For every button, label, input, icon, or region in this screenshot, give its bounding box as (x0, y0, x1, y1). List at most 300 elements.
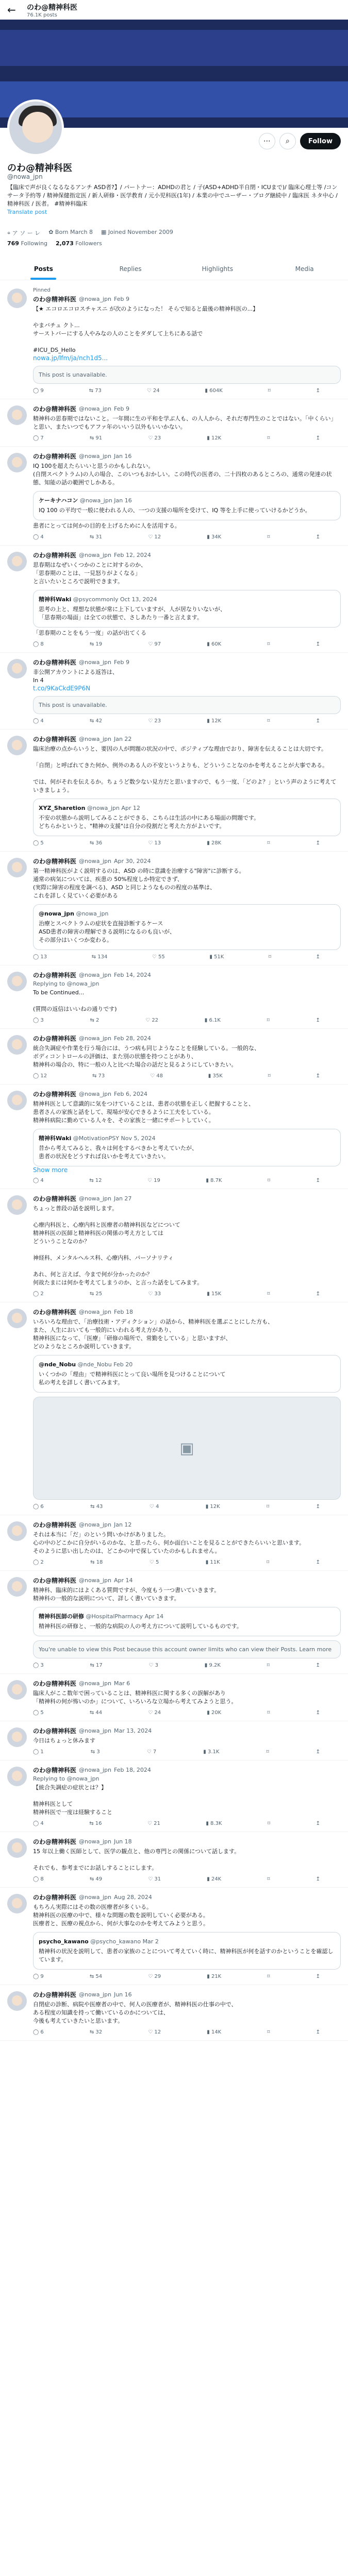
views-icon[interactable]: ▮ 51K (209, 954, 224, 960)
views-icon[interactable]: ▮ 20K (207, 1710, 222, 1716)
action-count: 29 (154, 1974, 161, 1979)
post-date[interactable]: Mar 13, 2024 (113, 1727, 152, 1734)
post-date[interactable]: Feb 18, 2024 (113, 1767, 151, 1773)
quote-header (39, 1134, 335, 1143)
like-icon[interactable]: ♡ 3 (148, 1663, 159, 1668)
repost-icon[interactable]: ⇆ 19 (89, 641, 103, 647)
author-handle[interactable]: @nowa_jpn (79, 1838, 111, 1845)
action-count: 73 (98, 1073, 105, 1079)
reply-icon[interactable]: ◯ 4 (33, 1821, 44, 1826)
share-icon[interactable]: ↥ (316, 534, 320, 540)
author-handle[interactable]: @nowa_jpn (79, 296, 111, 302)
post[interactable] (0, 1760, 348, 1832)
like-icon[interactable]: ♡ 31 (148, 1876, 161, 1882)
quote-handle: @nde_Nobu (77, 1361, 112, 1368)
views-icon[interactable]: ▮ 3.1K (203, 1749, 220, 1755)
share-icon[interactable]: ↥ (316, 1504, 320, 1510)
following-count[interactable]: 769 Following (7, 240, 47, 247)
author-handle[interactable]: @nowa_jpn (79, 552, 111, 558)
post-date[interactable]: Jan 12 (113, 1521, 132, 1528)
like-icon[interactable]: ♡ 7 (146, 1749, 157, 1755)
banner-stripe (0, 30, 348, 66)
bookmark-icon[interactable]: ⌑ (267, 1560, 270, 1565)
bookmark-icon[interactable]: ⌑ (267, 1974, 270, 1979)
action-count: 34K (211, 534, 222, 540)
author-name[interactable]: のわ@精神科医 (33, 552, 77, 559)
reply-icon[interactable]: ◯ 5 (33, 1710, 44, 1716)
share-icon[interactable]: ↥ (316, 1560, 320, 1565)
author-handle[interactable]: @nowa_jpn (79, 1091, 111, 1097)
avatar[interactable] (7, 453, 27, 472)
action-count: 21K (211, 1974, 222, 1979)
post-date[interactable]: Jan 16 (113, 453, 132, 460)
repost-icon[interactable]: ⇆ 49 (89, 1876, 103, 1882)
avatar[interactable] (7, 405, 27, 425)
post[interactable] (0, 1084, 348, 1189)
like-icon[interactable]: ♡ 33 (148, 1291, 161, 1297)
like-icon[interactable]: ♡ 24 (146, 388, 160, 394)
action-count: 604K (209, 388, 223, 394)
repost-icon[interactable]: ⇆ 3 (90, 1749, 100, 1755)
more-icon[interactable]: ⋯ (259, 133, 275, 149)
repost-icon[interactable]: ⇆ 25 (89, 1291, 103, 1297)
author-handle[interactable]: @nowa_jpn (79, 1991, 111, 1998)
avatar[interactable] (7, 289, 27, 308)
tab-posts[interactable]: Posts (0, 258, 87, 280)
author-handle[interactable]: @nowa_jpn (79, 858, 111, 865)
share-icon[interactable]: ↥ (316, 1710, 320, 1716)
like-icon[interactable]: ♡ 97 (148, 641, 161, 647)
author-name[interactable]: のわ@精神科医 (33, 1894, 77, 1901)
avatar[interactable] (7, 858, 27, 877)
bookmark-icon[interactable]: ⌑ (267, 1821, 271, 1826)
views-icon[interactable]: ▮ 12K (205, 1504, 220, 1510)
reply-icon[interactable]: ◯ 9 (33, 1974, 44, 1979)
share-icon[interactable]: ↥ (316, 1018, 320, 1023)
author-name[interactable]: のわ@精神科医 (33, 1838, 77, 1845)
post-date[interactable]: Apr 30, 2024 (113, 858, 151, 865)
action-count: 48 (156, 1073, 163, 1079)
author-name[interactable]: のわ@精神科医 (33, 1035, 77, 1042)
author-name[interactable]: のわ@精神科医 (33, 1577, 77, 1584)
reply-icon[interactable]: ◯ 8 (33, 641, 44, 647)
author-name[interactable]: のわ@精神科医 (33, 1727, 77, 1735)
avatar[interactable] (7, 1091, 27, 1110)
like-icon[interactable]: ♡ 23 (148, 718, 161, 724)
bookmark-icon[interactable]: ⌑ (267, 1876, 270, 1882)
avatar[interactable] (7, 1727, 27, 1747)
like-icon[interactable]: ♡ 13 (148, 840, 161, 846)
views-icon[interactable]: ▮ 6.1K (204, 1018, 221, 1023)
post[interactable] (0, 1189, 348, 1302)
avatar[interactable] (7, 972, 27, 991)
share-icon[interactable]: ↥ (316, 388, 320, 394)
like-icon[interactable]: ♡ 48 (150, 1073, 163, 1079)
author-name[interactable]: のわ@精神科医 (33, 453, 77, 460)
post-date[interactable]: Jun 16 (113, 1991, 132, 1998)
author-name[interactable]: のわ@精神科医 (33, 296, 77, 303)
reply-icon[interactable]: ◯ 2 (33, 1291, 44, 1297)
quote-text: 精神科の状況を説明して、患者の家族のことについて考えていく時に、精神科医が何を話すのかということを確認しています。 (39, 1948, 334, 1963)
action-count: 36 (95, 840, 103, 846)
repost-icon[interactable]: ⇆ 17 (90, 1663, 103, 1668)
author-handle[interactable]: @nowa_jpn (79, 1767, 111, 1773)
like-icon[interactable]: ♡ 21 (147, 1821, 160, 1826)
bookmark-icon[interactable]: ⌑ (267, 435, 270, 441)
action-count: 49 (95, 1876, 103, 1882)
action-count: 24 (154, 1710, 161, 1716)
quote-handle: @psycommonly (73, 596, 119, 603)
bookmark-icon[interactable]: ⌑ (267, 1663, 270, 1668)
post-text: 第一精神科医がよく説明するのは、ASD の時に意識を治療する"障害"に診断する。 通常の病気については、疾患の 50%程度しか特定できず、 (実際に障害の程度を調べる)、ASD と同じようなものの程度の基準は、 これを詳しく見ていく必要がある (33, 868, 245, 899)
author-name[interactable]: のわ@精神科医 (33, 1767, 77, 1774)
reply-icon[interactable]: ◯ 12 (33, 1073, 47, 1079)
post-date[interactable]: Mar 6 (113, 1680, 130, 1687)
avatar[interactable] (7, 1838, 27, 1858)
author-handle[interactable]: @nowa_jpn (79, 736, 111, 742)
post[interactable] (0, 546, 348, 653)
repost-icon[interactable]: ⇆ 42 (89, 718, 103, 724)
views-icon[interactable]: ▮ 60K (207, 641, 222, 647)
post-date[interactable]: Jan 27 (113, 1195, 132, 1202)
reply-icon[interactable]: ◯ 4 (33, 1178, 44, 1183)
post-date[interactable]: Aug 28, 2024 (113, 1894, 152, 1901)
repost-icon[interactable]: ⇆ 91 (89, 435, 103, 441)
quoted-post[interactable] (33, 1932, 341, 1970)
views-icon[interactable]: ▮ 8.7K (206, 1178, 222, 1183)
post-actions (33, 840, 341, 846)
avatar[interactable] (7, 1195, 27, 1215)
reply-icon[interactable]: ◯ 3 (33, 1663, 44, 1668)
post[interactable] (0, 1832, 348, 1888)
avatar[interactable] (7, 1680, 27, 1700)
repost-icon[interactable]: ⇆ 134 (91, 954, 108, 960)
post-header (33, 1766, 341, 1774)
action-count: 23 (154, 435, 161, 441)
post[interactable] (0, 1571, 348, 1674)
avatar[interactable] (7, 1767, 27, 1786)
post-link[interactable]: t.co/9KaCkdE9P6N (33, 685, 91, 692)
repost-icon[interactable]: ⇆ 2 (90, 1018, 100, 1023)
reply-icon[interactable]: ◯ 4 (33, 718, 44, 724)
share-icon[interactable]: ↥ (316, 1749, 320, 1755)
post-date[interactable]: Apr 14 (113, 1577, 133, 1584)
reply-icon[interactable]: ◯ 13 (33, 954, 47, 960)
like-icon[interactable]: ♡ 22 (145, 1018, 159, 1023)
repost-icon[interactable]: ⇆ 43 (90, 1504, 103, 1510)
post-date[interactable]: Jun 18 (113, 1838, 132, 1845)
share-icon[interactable]: ↥ (316, 1821, 320, 1826)
views-icon[interactable]: ▮ 11K (205, 1560, 220, 1565)
author-handle[interactable]: @nowa_jpn (79, 1727, 111, 1734)
repost-icon[interactable]: ⇆ 16 (89, 1821, 102, 1826)
share-icon[interactable]: ↥ (316, 1291, 320, 1297)
author-name[interactable]: のわ@精神科医 (33, 1309, 77, 1316)
author-name[interactable]: のわ@精神科医 (33, 1091, 77, 1098)
action-count: 5 (40, 1710, 44, 1716)
share-icon[interactable]: ↥ (316, 435, 320, 441)
translate-link[interactable]: Translate post (7, 209, 47, 215)
action-count: 2 (96, 1018, 100, 1023)
post-date[interactable]: Feb 9 (113, 296, 129, 302)
author-handle[interactable]: @nowa_jpn (79, 1894, 111, 1901)
author-name[interactable]: のわ@精神科医 (33, 405, 77, 413)
quoted-post[interactable] (33, 1129, 341, 1166)
action-count: 15K (211, 1291, 222, 1297)
avatar[interactable] (7, 1577, 27, 1597)
avatar[interactable] (7, 736, 27, 755)
action-count: 3 (155, 1663, 159, 1668)
quoted-post[interactable] (33, 590, 341, 628)
post-date[interactable]: Feb 18 (113, 1309, 133, 1315)
post-link[interactable]: nowa.jp/lfm/ja/nch1d5... (33, 354, 108, 362)
repost-icon[interactable]: ⇆ 54 (89, 1974, 103, 1979)
avatar[interactable] (7, 1894, 27, 1913)
share-icon[interactable]: ↥ (316, 641, 320, 647)
post-actions (33, 1560, 341, 1565)
share-icon[interactable]: ↥ (316, 2029, 320, 2035)
follow-button[interactable]: Follow (300, 133, 341, 149)
post[interactable] (0, 1985, 348, 2041)
post-date[interactable]: Feb 9 (113, 405, 129, 412)
post-text: 自閉症の診断、病院や医療者の中で、何人の医療者が、精神科医の仕事の中で、 ある程度の知識を持って働いているのかについては、 今後も考えていきたいと思います。 (33, 2001, 237, 2024)
views-icon[interactable]: ▮ 14K (207, 2029, 222, 2035)
post-actions (33, 534, 341, 540)
tab-media[interactable]: Media (295, 265, 314, 273)
views-icon[interactable]: ▮ 24K (207, 1876, 222, 1882)
bookmark-icon[interactable]: ⌑ (268, 1073, 271, 1079)
post-actions (33, 954, 341, 960)
author-name[interactable]: のわ@精神科医 (33, 972, 77, 979)
quote-date: Oct 13, 2024 (120, 596, 157, 603)
post[interactable] (0, 730, 348, 852)
action-count: 91 (95, 435, 103, 441)
post-date[interactable]: Feb 9 (113, 659, 129, 666)
header-name: のわ@精神科医 (27, 3, 77, 12)
bookmark-icon[interactable]: ⌑ (267, 1018, 270, 1023)
reply-icon[interactable]: ◯ 6 (33, 1504, 44, 1510)
like-icon[interactable]: ♡ 29 (148, 1974, 161, 1979)
post[interactable] (0, 1721, 348, 1760)
quote-header (39, 497, 335, 505)
views-icon[interactable]: ▮ 604K (205, 388, 223, 394)
reply-icon[interactable]: ◯ 7 (33, 435, 44, 441)
action-count: 4 (40, 534, 44, 540)
reply-icon[interactable]: ◯ 5 (33, 840, 44, 846)
share-icon[interactable]: ↥ (316, 718, 320, 724)
author-handle[interactable]: @nowa_jpn (79, 1035, 111, 1042)
like-icon[interactable]: ♡ 55 (152, 954, 165, 960)
post[interactable] (0, 1515, 348, 1571)
author-name[interactable]: のわ@精神科医 (33, 659, 77, 666)
post-date[interactable]: Feb 28, 2024 (113, 1035, 151, 1042)
bookmark-icon[interactable]: ⌑ (267, 718, 270, 724)
post[interactable] (0, 1674, 348, 1721)
tab-replies[interactable]: Replies (119, 265, 142, 273)
like-icon[interactable]: ♡ 19 (147, 1178, 160, 1183)
post[interactable] (0, 852, 348, 965)
author-handle[interactable]: @nowa_jpn (79, 1680, 111, 1687)
reply-icon[interactable]: ◯ 2 (33, 1560, 44, 1565)
bookmark-icon[interactable]: ⌑ (267, 2029, 270, 2035)
post-header (33, 971, 341, 979)
quote-author: XYZ_Sharetion (39, 805, 86, 811)
action-count: 134 (97, 954, 108, 960)
action-count: 14K (211, 2029, 222, 2035)
post-text: 【★ エコロエコロスチャスニ が次のようになった！ そらで知ると最後の精神科医の...】 やまバチュ クト... サーストバーにする人やみなの人のことをダダして上ちにある話で #ICU_DS_Hello (33, 306, 259, 353)
action-count: 4 (40, 1821, 44, 1826)
post-header (33, 857, 341, 866)
bookmark-icon[interactable]: ⌑ (267, 641, 270, 647)
post-actions (33, 1178, 341, 1183)
reply-icon[interactable]: ◯ 6 (33, 2029, 44, 2035)
post-date[interactable]: Feb 14, 2024 (113, 972, 151, 978)
quoted-post[interactable] (33, 1355, 341, 1393)
bookmark-icon[interactable]: ⌑ (267, 1291, 270, 1297)
repost-icon[interactable]: ⇆ 12 (89, 1178, 102, 1183)
views-icon[interactable]: ▮ 35K (208, 1073, 223, 1079)
post-header (33, 551, 341, 560)
post[interactable] (0, 653, 348, 730)
post[interactable] (0, 399, 348, 447)
avatar[interactable] (7, 1991, 27, 2011)
action-count: 51K (214, 954, 224, 960)
bookmark-icon[interactable]: ⌑ (267, 1178, 271, 1183)
author-handle[interactable]: @nowa_jpn (79, 1521, 111, 1528)
author-handle[interactable]: @nowa_jpn (79, 453, 111, 460)
author-handle[interactable]: @nowa_jpn (79, 972, 111, 978)
author-name[interactable]: のわ@精神科医 (33, 1521, 77, 1529)
followers-count[interactable]: 2,073 Followers (55, 240, 102, 247)
share-icon[interactable]: ↥ (316, 840, 320, 846)
action-count: 8 (40, 1876, 44, 1882)
avatar[interactable] (7, 659, 27, 679)
repost-icon[interactable]: ⇆ 31 (89, 534, 103, 540)
author-handle[interactable]: @nowa_jpn (79, 1577, 111, 1584)
post-header (33, 1194, 341, 1203)
share-icon[interactable]: ↥ (316, 1876, 320, 1882)
views-icon[interactable]: ▮ 15K (207, 1291, 222, 1297)
avatar[interactable] (7, 99, 64, 156)
post-actions (33, 1749, 341, 1755)
repost-icon[interactable]: ⇆ 73 (92, 1073, 105, 1079)
tab-highlights[interactable]: Highlights (202, 265, 234, 273)
back-arrow-icon[interactable]: ← (7, 4, 16, 16)
author-name[interactable]: のわ@精神科医 (33, 1195, 77, 1202)
share-icon[interactable]: ↥ (316, 1974, 320, 1979)
repost-icon[interactable]: ⇆ 32 (89, 2029, 103, 2035)
views-icon[interactable]: ▮ 12K (207, 435, 222, 441)
quote-text: 昔から考えてみると、我々は何をするべきかと考えていたが、 患者の状況をどうすれば良いかを考えていきたい。 (39, 1145, 197, 1160)
share-icon[interactable]: ↥ (316, 1178, 320, 1183)
author-name[interactable]: のわ@精神科医 (33, 858, 77, 865)
post-image[interactable]: ▣ (33, 1397, 341, 1500)
author-name[interactable]: のわ@精神科医 (33, 1991, 77, 1998)
like-icon[interactable]: ♡ 5 (149, 1560, 159, 1565)
avatar[interactable] (7, 1035, 27, 1055)
reply-icon[interactable]: ◯ 1 (33, 1749, 44, 1755)
quote-author: 精神科医師の研修 (39, 1613, 84, 1620)
joined-date: ▦ Joined November 2009 (101, 229, 173, 235)
bookmark-icon[interactable]: ⌑ (268, 388, 271, 394)
bookmark-icon[interactable]: ⌑ (266, 1749, 269, 1755)
post[interactable] (0, 282, 348, 399)
reply-icon[interactable]: ◯ 9 (33, 388, 44, 394)
author-name[interactable]: のわ@精神科医 (33, 736, 77, 743)
action-count: 7 (153, 1749, 157, 1755)
bookmark-icon[interactable]: ⌑ (267, 1504, 270, 1510)
like-icon[interactable]: ♡ 24 (148, 1710, 161, 1716)
repost-icon[interactable]: ⇆ 44 (89, 1710, 103, 1716)
views-icon[interactable]: ▮ 34K (207, 534, 222, 540)
post[interactable] (0, 447, 348, 546)
action-count: 4 (40, 718, 44, 724)
avatar[interactable] (7, 1521, 27, 1541)
quoted-post[interactable] (33, 904, 341, 950)
search-icon[interactable]: ⌕ (279, 133, 296, 149)
author-handle[interactable]: @nowa_jpn (79, 659, 111, 666)
unavailable-notice: This post is unavailable. (33, 366, 341, 384)
author-handle[interactable]: @nowa_jpn (79, 1309, 111, 1315)
repost-icon[interactable]: ⇆ 36 (89, 840, 103, 846)
views-icon[interactable]: ▮ 9.2K (204, 1663, 221, 1668)
quoted-post[interactable] (33, 491, 341, 520)
post[interactable] (0, 965, 348, 1029)
post-date[interactable]: Feb 12, 2024 (113, 552, 151, 558)
post-date[interactable]: Feb 6, 2024 (113, 1091, 147, 1097)
avatar[interactable] (7, 1309, 27, 1328)
like-icon[interactable]: ♡ 4 (149, 1504, 159, 1510)
like-icon[interactable]: ♡ 23 (148, 435, 161, 441)
author-handle[interactable]: @nowa_jpn (79, 1195, 111, 1202)
bookmark-icon[interactable]: ⌑ (268, 954, 272, 960)
posts-feed (0, 282, 348, 2041)
repost-icon[interactable]: ⇆ 18 (90, 1560, 103, 1565)
views-icon[interactable]: ▮ 8.3K (206, 1821, 222, 1826)
like-icon[interactable]: ♡ 12 (148, 2029, 161, 2035)
show-more-link[interactable]: Show more (33, 1166, 68, 1174)
birthday: ✿ Born March 8 (48, 229, 93, 235)
post[interactable] (0, 1029, 348, 1084)
post[interactable] (0, 1888, 348, 1985)
views-icon[interactable]: ▮ 21K (207, 1974, 222, 1979)
reply-icon[interactable]: ◯ 3 (33, 1018, 44, 1023)
share-icon[interactable]: ↥ (316, 1663, 320, 1668)
reply-icon[interactable]: ◯ 4 (33, 534, 44, 540)
share-icon[interactable]: ↥ (316, 1073, 320, 1079)
post-header (33, 735, 341, 743)
quote-date: Nov 5, 2024 (121, 1135, 156, 1142)
bookmark-icon[interactable]: ⌑ (267, 1710, 270, 1716)
share-icon[interactable]: ↥ (316, 954, 320, 960)
quoted-post[interactable] (33, 1607, 341, 1636)
bookmark-icon[interactable]: ⌑ (267, 534, 270, 540)
quoted-post[interactable] (33, 799, 341, 836)
views-icon[interactable]: ▮ 28K (207, 840, 222, 846)
views-icon[interactable]: ▮ 12K (207, 718, 222, 724)
quote-header (39, 910, 335, 918)
post[interactable] (0, 1302, 348, 1515)
reply-icon[interactable]: ◯ 8 (33, 1876, 44, 1882)
author-name[interactable]: のわ@精神科医 (33, 1680, 77, 1687)
like-icon[interactable]: ♡ 12 (148, 534, 161, 540)
repost-icon[interactable]: ⇆ 73 (89, 388, 102, 394)
author-handle[interactable]: @nowa_jpn (79, 405, 111, 412)
bookmark-icon[interactable]: ⌑ (267, 840, 270, 846)
post-date[interactable]: Jan 22 (113, 736, 132, 742)
post-header (33, 1520, 341, 1529)
avatar[interactable] (7, 552, 27, 571)
